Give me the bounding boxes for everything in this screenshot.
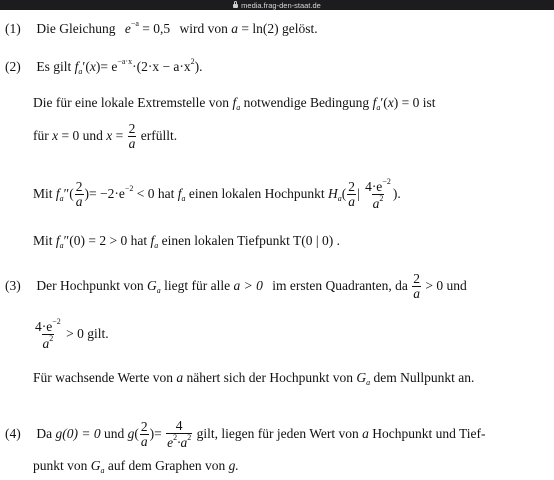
item-3-l3-a: Für wachsende Werte von (33, 370, 173, 385)
item-2-l3-a: für (33, 127, 49, 143)
item-2-l2-c: = 0 ist (401, 95, 436, 110)
item-3-text-c: im ersten Quadranten, da (272, 277, 408, 293)
item-2-line-1: (2) Es gilt $f_a'(x)= e^{-a\cdot x}\cdot(2\cdot x - a\cdot x^2)$. (5, 57, 203, 76)
item-2-l4-d: einen lokalen Hochpunkt (188, 185, 325, 201)
item-4-number: (4) (5, 425, 21, 441)
item-3-condition: a > 0 (233, 277, 263, 293)
item-2-l2-b: notwendige Bedingung (243, 95, 370, 110)
item-4-l2-b: auf dem Graphen von (107, 458, 226, 473)
item-2-l2-a: Die für eine lokale Extremstelle von (33, 95, 230, 110)
item-3-l2-end: > 0 gilt. (66, 325, 109, 341)
item-4-text-a: Da (36, 425, 53, 441)
item-3-line-1: (3) Der Hochpunkt von $G_a$ liegt für alle a > 0 im ersten Quadranten, da $\frac{2}{a}$ > 0 und (5, 271, 467, 302)
item-2-eq-a: = e (100, 59, 118, 74)
item-1-text-b: wird von (179, 21, 228, 36)
item-4-text-c: gilt, liegen für jeden Wert von (196, 425, 359, 441)
item-2-l4-end: ). (392, 185, 401, 201)
item-2-text-a: Es gilt (36, 59, 72, 74)
item-2-eq-b: ·(2·x − a·x (132, 59, 191, 74)
item-4-eq: = (154, 425, 162, 441)
item-1-equation: = 0,5 (142, 21, 171, 36)
item-3-line-2 (33, 318, 109, 351)
item-4-line-1: (4) Da g(0) = 0 und g( $\frac{2}{a}$ )= $\frac{4}{e^2\cdot a^2}$ gilt, liegen für jeden Wert von a Hochpunkt und Tief- (5, 418, 486, 451)
item-1-text-a: Die Gleichung (36, 21, 116, 36)
item-2-line-3: für x = 0 und x = $\frac{2}{a}$ erfüllt. (33, 121, 178, 152)
item-3-number: (3) (5, 277, 21, 293)
item-2-l4-b: = −2·e (89, 185, 125, 201)
item-3-l3-b: nähert sich der Hochpunkt von (186, 370, 353, 385)
item-4-text-b: und (103, 425, 125, 441)
item-1-solution: = ln(2) (241, 21, 279, 36)
item-3-text-b: liegt für alle (164, 277, 231, 293)
item-3-l3-c: dem Nullpunkt an. (373, 370, 475, 385)
item-2-l4-c: < 0 hat (136, 185, 175, 201)
item-2-l5-d: T(0 | 0) . (293, 233, 340, 248)
item-2-l5-a: Mit (33, 233, 53, 248)
item-4-text-d: Hochpunkt und Tief- (372, 425, 486, 441)
item-2-l3-c: erfüllt. (140, 127, 178, 143)
item-2-eq-exp: −a·x (117, 57, 133, 66)
item-1-line: (1) Die Gleichung $e^{-a} = 0,5$ wird von a = ln(2) gelöst. (5, 19, 318, 36)
fraction-4-over-e2a2: $\frac{4}{e^2\cdot a^2}$ (167, 418, 192, 451)
item-2-l4-a: Mit (33, 185, 53, 201)
browser-url-bar[interactable] (0, 0, 554, 10)
item-2-line-4: Mit $f_a''$( $\frac{2}{a}$ )= $-2\cdot e^{-2} < 0$ hat $f_a$ einen lokalen Hochpunkt $H_a$( $\frac{2}{a}$ | $\frac{4\cdot e^{-2}}{a^2}$ ). (33, 177, 401, 212)
item-2-l3-b: = 0 und (61, 127, 103, 143)
item-4-l2-c: g. (228, 458, 239, 473)
fraction-4e-over-a2: $\frac{4\cdot e^{-2}}{a^2}$ (365, 177, 391, 212)
item-2-number: (2) (5, 59, 21, 74)
fraction-2-over-a: $\frac{2}{a}$ (128, 121, 136, 152)
fraction-4e-over-a2-b: $\frac{4\cdot e^{-2}}{a^2}$ (35, 317, 61, 352)
item-4-l2-a: punkt von (33, 458, 88, 473)
item-2-l5-b: (0) = 2 > 0 hat (69, 233, 148, 248)
item-2-eq-c: ). (194, 59, 203, 74)
item-4-line-2: punkt von $G_a$ auf dem Graphen von g. (33, 458, 239, 475)
item-2-l5-c: einen lokalen Tiefpunkt (161, 233, 290, 248)
item-4-g0: g(0) = 0 (55, 425, 101, 441)
item-2-line-5: Mit $f_a''(0) = 2 > 0$ hat $f_a$ einen lokalen Tiefpunkt T(0 | 0) . (33, 233, 340, 250)
lock-icon (233, 4, 238, 8)
item-1-number: (1) (5, 21, 21, 36)
url-text: media.frag-den-staat.de (241, 0, 321, 10)
item-3-text-a: Der Hochpunkt von (36, 277, 144, 293)
item-3-text-d: > 0 und (425, 277, 467, 293)
item-3-line-3: Für wachsende Werte von a nähert sich der Hochpunkt von $G_a$ dem Nullpunkt an. (33, 370, 475, 387)
item-1-text-c: gelöst. (282, 21, 318, 36)
item-2-line-2: Die für eine lokale Extremstelle von $f_a$ notwendige Bedingung $f_a'(x) = 0$ ist (33, 95, 436, 112)
